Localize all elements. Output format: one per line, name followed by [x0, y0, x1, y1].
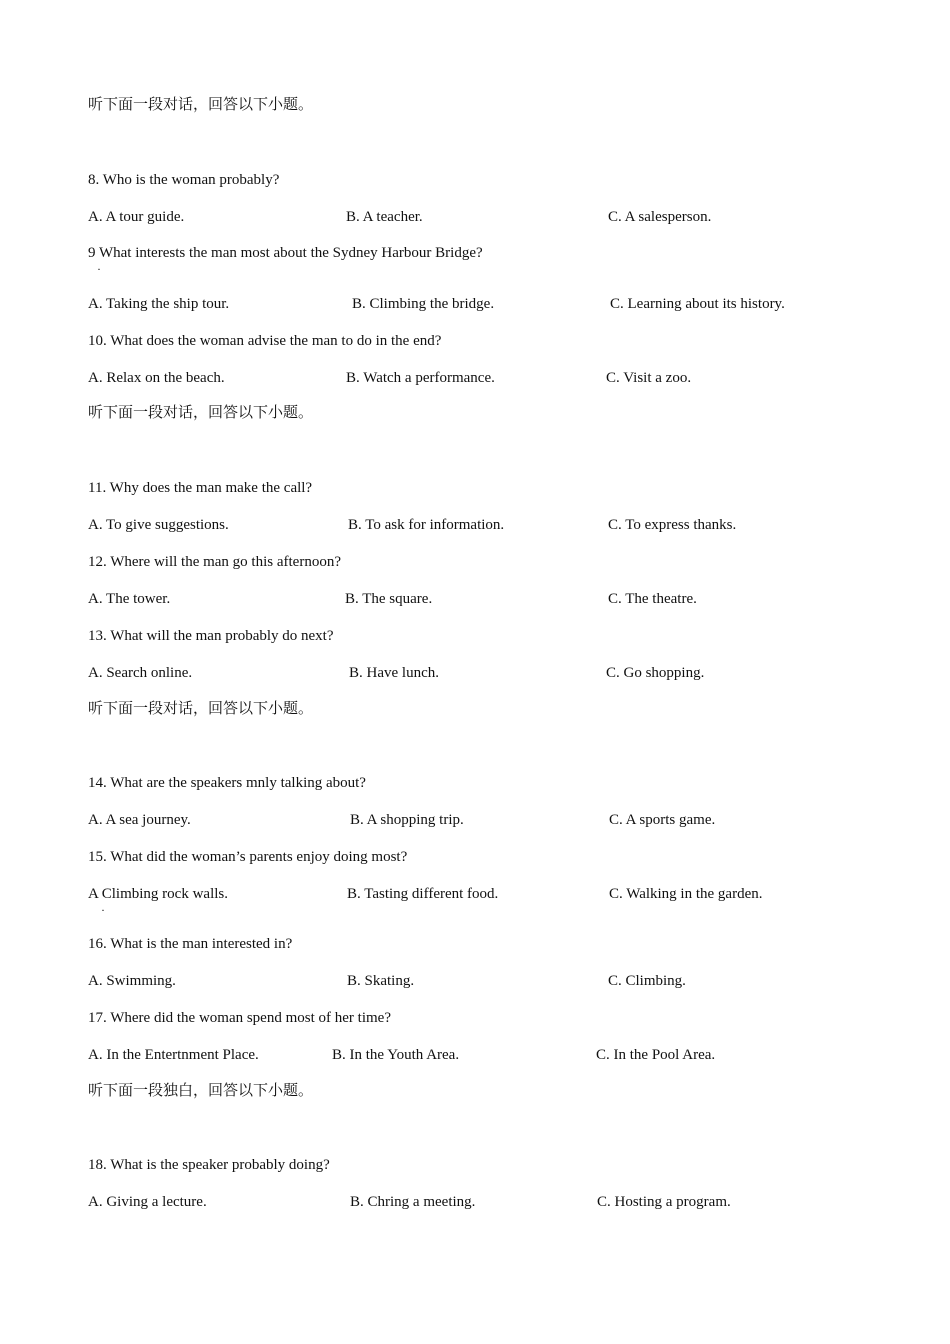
q17-option-c: C. In the Pool Area. — [596, 1047, 716, 1063]
q13-option-a: A. Search online. — [88, 665, 193, 681]
section-instruction: 听下面一段对话，回答以下小题。 — [88, 405, 314, 421]
q8-option-b: B. A teacher. — [346, 209, 423, 225]
q14-option-a: A. A sea journey. — [88, 812, 191, 828]
q15-option-b: B. Tasting different food. — [347, 886, 499, 902]
q9-option-c: C. Learning about its history. — [610, 296, 785, 312]
q18-option-c: C. Hosting a program. — [597, 1194, 731, 1210]
punctuation-dot: · — [101, 903, 105, 917]
question-11: 11. Why does the man make the call? — [88, 480, 313, 496]
question-17: 17. Where did the woman spend most of her time? — [88, 1010, 391, 1026]
q12-option-b: B. The square. — [345, 591, 433, 607]
q11-option-c: C. To express thanks. — [608, 517, 737, 533]
question-13: 13. What will the man probably do next? — [88, 628, 334, 644]
question-10: 10. What does the woman advise the man to do in the end? — [88, 333, 442, 349]
q11-option-a: A. To give suggestions. — [88, 517, 229, 533]
q18-option-b: B. Chring a meeting. — [350, 1194, 476, 1210]
q9-option-a: A. Taking the ship tour. — [88, 296, 230, 312]
section-instruction: 听下面一段对话，回答以下小题。 — [88, 97, 314, 113]
q13-option-b: B. Have lunch. — [349, 665, 439, 681]
q18-option-a: A. Giving a lecture. — [88, 1194, 207, 1210]
section-instruction: 听下面一段对话，回答以下小题。 — [88, 701, 314, 717]
q8-option-a: A. A tour guide. — [88, 209, 185, 225]
q13-option-c: C. Go shopping. — [606, 665, 705, 681]
question-18: 18. What is the speaker probably doing? — [88, 1157, 330, 1173]
question-14: 14. What are the speakers mnly talking about? — [88, 775, 366, 791]
q14-option-c: C. A sports game. — [609, 812, 716, 828]
section-instruction: 听下面一段独白，回答以下小题。 — [88, 1083, 314, 1099]
q15-option-a: A Climbing rock walls. — [88, 886, 228, 902]
q14-option-b: B. A shopping trip. — [350, 812, 464, 828]
question-15: 15. What did the woman’s parents enjoy doing most? — [88, 849, 408, 865]
q10-option-a: A. Relax on the beach. — [88, 370, 225, 386]
question-12: 12. Where will the man go this afternoon? — [88, 554, 341, 570]
q15-option-c: C. Walking in the garden. — [609, 886, 763, 902]
question-9: 9 What interests the man most about the Sydney Harbour Bridge? — [88, 245, 483, 261]
q16-option-a: A. Swimming. — [88, 973, 176, 989]
question-8: 8. Who is the woman probably? — [88, 172, 280, 188]
q17-option-b: B. In the Youth Area. — [332, 1047, 460, 1063]
q10-option-b: B. Watch a performance. — [346, 370, 495, 386]
q12-option-c: C. The theatre. — [608, 591, 697, 607]
q12-option-a: A. The tower. — [88, 591, 171, 607]
q11-option-b: B. To ask for information. — [348, 517, 505, 533]
punctuation-dot: · — [97, 262, 101, 276]
q10-option-c: C. Visit a zoo. — [606, 370, 692, 386]
q17-option-a: A. In the Entertnment Place. — [88, 1047, 259, 1063]
q16-option-b: B. Skating. — [347, 973, 415, 989]
q16-option-c: C. Climbing. — [608, 973, 686, 989]
question-16: 16. What is the man interested in? — [88, 936, 293, 952]
q8-option-c: C. A salesperson. — [608, 209, 712, 225]
q9-option-b: B. Climbing the bridge. — [352, 296, 495, 312]
